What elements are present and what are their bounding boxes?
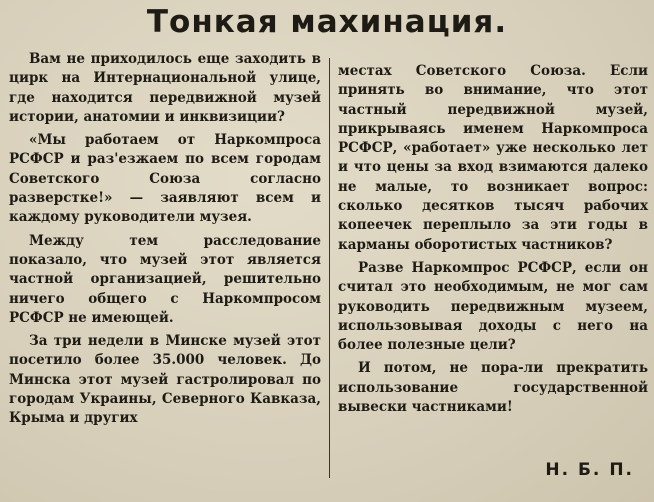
paragraph: «Мы работаем от Наркомпроса РСФСР и раз'езжаем по всем городам Советского Союза согласно разверстке!» — заявляют всем и каждому руководители музея. [9,132,321,226]
article-title: Тонкая махинация. [146,4,508,40]
paragraph: Вам не приходилось еще заходить в цирк на Интернациональной улице, где находится передвижной музей истории, анатомии и инквизиции? [9,51,321,125]
article-left-column [9,50,321,433]
author-signature: Н. Б. П. [545,460,634,480]
article-right-column [338,62,648,421]
column-divider [329,58,330,478]
paragraph: За три недели в Минске музей этот посетило более 35.000 человек. До Минска этот музей гастролировал по городам Украины, Северного Кавказа, Крыма и других [9,333,321,427]
paragraph: Между тем расследование показало, что музей этот является частной организацией, решительно ничего общего с Наркомпросом РСФСР не имеющей. [9,232,321,326]
paragraph: И потом, не пора-ли прекратить использование государственной вывески частниками! [338,360,648,416]
paragraph: Разве Наркомпрос РСФСР, если он считал это необходимым, не мог сам руководить передвижным музеем, использовывая доходы с него на более полезные цели? [338,259,648,354]
paragraph: местах Советского Союза. Если принять во внимание, что этот частный передвижной музей, прикрываясь именем Наркомпроса РСФСР, «работает» уже несколько лет и что цены за вход взимаются далеко не малые, то возникает вопрос: сколько десятков тысяч рабочих копеечек переплыло за эти годы в карманы оборотистых частников? [338,63,648,253]
